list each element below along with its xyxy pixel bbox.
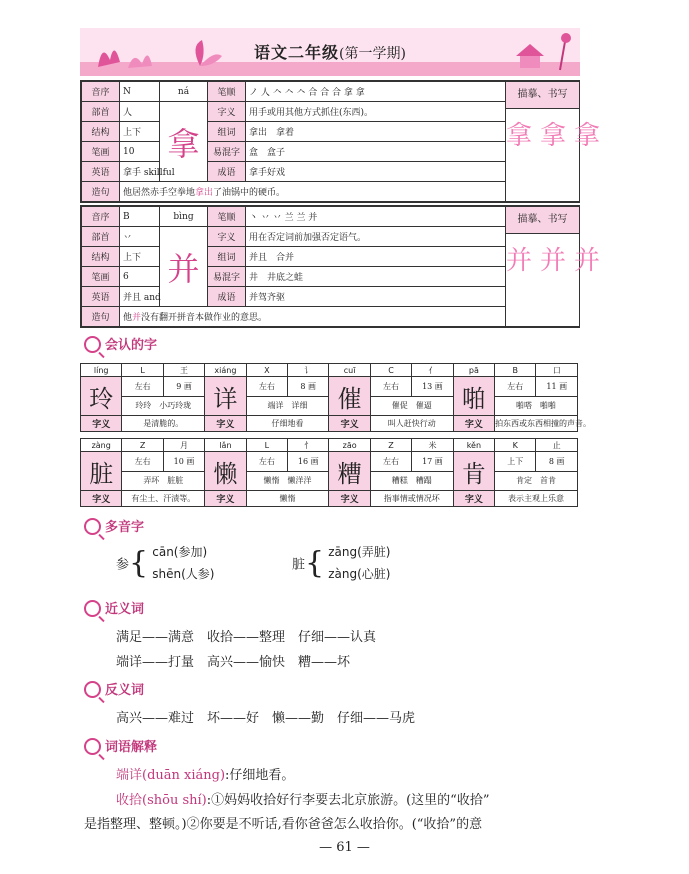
char-meaning: 是清脆的。	[122, 416, 205, 432]
meaning-label: 字义	[329, 491, 370, 507]
idiom-value: 并驾齐驱	[246, 287, 506, 307]
char-meaning: 表示主观上乐意	[495, 491, 578, 507]
stroke-order: ノ 人 𠆢 𠆢 𠆢 合 合 合 拿 拿	[246, 82, 506, 102]
explain-duanxiang: 端详(duān xiáng):仔细地看。	[116, 768, 295, 783]
english-value: 拿手 skillful	[120, 162, 160, 182]
char-sound: L	[122, 364, 163, 377]
polyphone-a-reading-1: cān(参加)	[152, 545, 208, 559]
polyphone-a: 参{ cān(参加) shēn(人参)	[116, 545, 215, 581]
sprout-decoration-icon	[170, 36, 230, 70]
char-radical: 米	[412, 439, 453, 452]
label-words: 组词	[208, 247, 246, 267]
meaning-label: 字义	[205, 491, 246, 507]
strokes-value: 10	[120, 142, 160, 162]
char-words: 玲玲 小巧玲珑	[122, 396, 205, 416]
char-pinyin: pā	[453, 364, 494, 377]
magnifier-icon	[84, 681, 101, 698]
char-meaning: 指事情或情况坏	[370, 491, 453, 507]
char-words: 催促 催逼	[370, 396, 453, 416]
label-sound: 音序	[82, 207, 120, 227]
structure-value: 上下	[120, 122, 160, 142]
page-number: — 61 —	[319, 840, 370, 855]
meaning-label: 字义	[453, 416, 494, 432]
section-antonym: 反义词	[84, 679, 144, 698]
example-sentence: 他并没有翻开拼音本做作业的意思。	[120, 307, 506, 327]
char-radical: 止	[536, 439, 578, 452]
recognize-char: 催	[329, 377, 370, 416]
char-card-na	[80, 80, 609, 203]
char-sound: B	[495, 364, 536, 377]
meaning-value: 用在否定词前加强否定语气。	[246, 227, 506, 247]
char-radical: 亻	[412, 364, 453, 377]
trace-label: 描摹、书写	[506, 207, 579, 234]
section-synonym: 近义词	[84, 598, 144, 617]
char-strokes: 10 画	[163, 452, 204, 472]
polyphone-b: 脏{ zāng(弄脏) zàng(心脏)	[292, 545, 391, 581]
english-value: 并且 and	[120, 287, 160, 307]
label-radical: 部首	[82, 227, 120, 247]
recognize-char: 糟	[329, 452, 370, 491]
label-strokes: 笔画	[82, 267, 120, 287]
recognize-char: 详	[205, 377, 246, 416]
recognize-char: 懒	[205, 452, 246, 491]
char-sound: X	[246, 364, 287, 377]
structure-value: 上下	[120, 247, 160, 267]
label-order: 笔顺	[208, 82, 246, 102]
radical-value: 人	[120, 102, 160, 122]
char-meaning: 拍东西或东西相撞的声音。	[495, 416, 578, 432]
explain-shoushi: 收拾(shōu shí):①妈妈收拾好行李要去北京旅游。(这里的“收拾”	[116, 793, 490, 808]
recognize-grid	[80, 363, 592, 507]
label-idiom: 成语	[208, 162, 246, 182]
magnifier-icon	[84, 600, 101, 617]
sound-value: N	[120, 82, 160, 102]
label-confusable: 易混字	[208, 142, 246, 162]
label-meaning: 字义	[208, 102, 246, 122]
pinyin-value: bìng	[160, 207, 208, 227]
label-idiom: 成语	[208, 287, 246, 307]
char-words: 啪嗒 啪啪	[495, 396, 578, 416]
char-pinyin: zàng	[81, 439, 122, 452]
section-recognize: 会认的字	[84, 334, 157, 353]
flower-decoration-icon	[88, 32, 168, 72]
char-strokes: 8 画	[536, 452, 578, 472]
char-meaning: 叫人赶快行动	[370, 416, 453, 432]
main-char: 拿	[160, 102, 208, 182]
meaning-label: 字义	[329, 416, 370, 432]
confusable-value: 井 井底之蛙	[246, 267, 506, 287]
char-sound: Z	[122, 439, 163, 452]
main-char: 并	[160, 227, 208, 307]
char-card-bing	[80, 205, 609, 328]
char-pinyin: zāo	[329, 439, 370, 452]
section-polyphone: 多音字	[84, 516, 144, 535]
char-structure: 左右	[495, 377, 536, 397]
char-pinyin: kěn	[453, 439, 494, 452]
char-meaning: 有尘土、汗渍等。	[122, 491, 205, 507]
stroke-order: 丶 丷 丷 兰 兰 并	[246, 207, 506, 227]
trace-chars: 并并并	[506, 246, 609, 276]
section-explain: 词语解释	[84, 736, 157, 755]
trace-label: 描摹、书写	[506, 82, 579, 109]
label-sentence: 造句	[82, 307, 120, 327]
polyphone-b-reading-2: zàng(心脏)	[328, 567, 391, 581]
char-words: 端详 详细	[246, 396, 329, 416]
char-structure: 左右	[246, 452, 287, 472]
char-radical: 月	[163, 439, 204, 452]
char-meaning: 懒惰	[246, 491, 329, 507]
page-title: 语文二年级(第一学期)	[254, 43, 406, 62]
label-english: 英语	[82, 287, 120, 307]
char-strokes: 8 画	[288, 377, 329, 397]
magnifier-icon	[84, 738, 101, 755]
pinyin-value: ná	[160, 82, 208, 102]
char-words: 肯定 首肯	[495, 471, 578, 491]
label-confusable: 易混字	[208, 267, 246, 287]
label-strokes: 笔画	[82, 142, 120, 162]
label-meaning: 字义	[208, 227, 246, 247]
char-sound: Z	[370, 439, 411, 452]
meaning-label: 字义	[205, 416, 246, 432]
meaning-label: 字义	[453, 491, 494, 507]
recognize-char: 肯	[453, 452, 494, 491]
label-sound: 音序	[82, 82, 120, 102]
char-strokes: 11 画	[536, 377, 578, 397]
char-pinyin: lǎn	[205, 439, 246, 452]
meaning-label: 字义	[81, 416, 122, 432]
label-english: 英语	[82, 162, 120, 182]
char-strokes: 16 画	[288, 452, 329, 472]
confusable-value: 盒 盒子	[246, 142, 506, 162]
label-radical: 部首	[82, 102, 120, 122]
meaning-value: 用手或用其他方式抓住(东西)。	[246, 102, 506, 122]
char-strokes: 17 画	[412, 452, 453, 472]
char-strokes: 9 画	[163, 377, 204, 397]
trace-box	[506, 207, 609, 327]
polyphone-b-reading-1: zāng(弄脏)	[328, 545, 391, 559]
recognize-char: 啪	[453, 377, 494, 416]
explain-shoushi-continued: 是指整理、整顿。)②你要是不听话,看你爸爸怎么收拾你。(“收拾”的意	[84, 817, 483, 832]
trace-chars: 拿拿拿	[506, 121, 609, 151]
magnifier-icon	[84, 518, 101, 535]
label-structure: 结构	[82, 247, 120, 267]
strokes-value: 6	[120, 267, 160, 287]
char-radical: 口	[536, 364, 578, 377]
sound-value: B	[120, 207, 160, 227]
char-structure: 左右	[122, 377, 163, 397]
meaning-label: 字义	[81, 491, 122, 507]
char-structure: 左右	[370, 377, 411, 397]
example-sentence: 他居然赤手空拳地拿出了油锅中的硬币。	[120, 182, 506, 202]
char-radical: 忄	[288, 439, 329, 452]
recognize-char: 玲	[81, 377, 122, 416]
radical-value: 丷	[120, 227, 160, 247]
antonym-line-1: 高兴——难过 坏——好 懒——勤 仔细——马虎	[116, 711, 416, 726]
char-strokes: 13 画	[412, 377, 453, 397]
synonym-line-1: 满足——满意 收拾——整理 仔细——认真	[116, 630, 377, 645]
label-sentence: 造句	[82, 182, 120, 202]
char-structure: 左右	[122, 452, 163, 472]
polyphone-a-reading-2: shēn(人参)	[152, 567, 215, 581]
magnifier-icon	[84, 336, 101, 353]
recognize-char: 脏	[81, 452, 122, 491]
trace-box	[506, 82, 609, 202]
synonym-line-2: 端详——打量 高兴——愉快 糟——坏	[116, 655, 351, 670]
char-sound: K	[495, 439, 536, 452]
char-radical: 王	[163, 364, 204, 377]
char-structure: 上下	[495, 452, 536, 472]
words-value: 并且 合并	[246, 247, 506, 267]
char-pinyin: cuī	[329, 364, 370, 377]
char-meaning: 仔细地看	[246, 416, 329, 432]
char-sound: L	[246, 439, 287, 452]
char-pinyin: líng	[81, 364, 122, 377]
label-words: 组词	[208, 122, 246, 142]
char-radical: 讠	[288, 364, 329, 377]
char-words: 糟糕 糟蹋	[370, 471, 453, 491]
words-value: 拿出 拿着	[246, 122, 506, 142]
label-order: 笔顺	[208, 207, 246, 227]
char-structure: 左右	[370, 452, 411, 472]
char-sound: C	[370, 364, 411, 377]
char-structure: 左右	[246, 377, 287, 397]
house-decoration-icon	[500, 30, 580, 72]
char-pinyin: xiáng	[205, 364, 246, 377]
label-structure: 结构	[82, 122, 120, 142]
char-words: 弄坏 脏脏	[122, 471, 205, 491]
char-words: 懒惰 懒洋洋	[246, 471, 329, 491]
idiom-value: 拿手好戏	[246, 162, 506, 182]
